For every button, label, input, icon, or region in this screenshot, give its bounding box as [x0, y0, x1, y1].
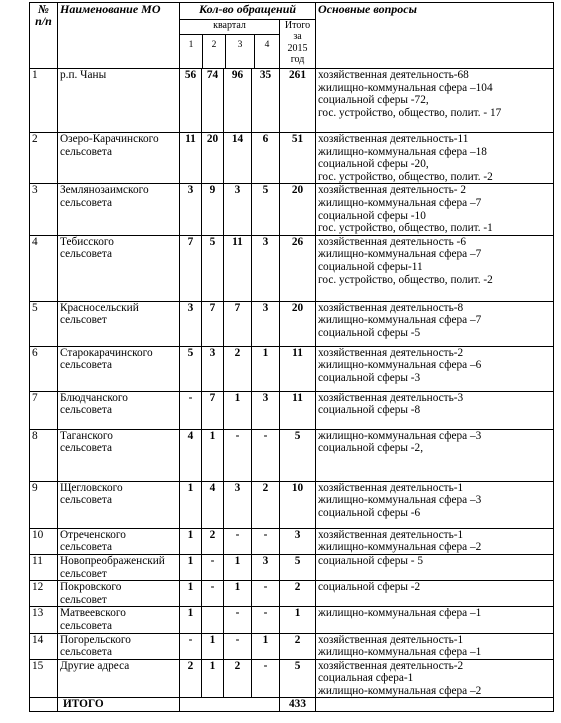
- row-quarter-3-count: 1: [224, 554, 252, 580]
- issue-line: социальной сферы -8: [318, 404, 421, 417]
- issue-line: социальная сфера-1: [318, 672, 414, 685]
- row-quarter-3-count: -: [224, 528, 252, 554]
- row-issues: [316, 633, 554, 659]
- row-quarter-1-count: 3: [180, 301, 202, 346]
- appeals-table: [29, 2, 554, 712]
- row-number: 8: [30, 429, 58, 481]
- row-municipality-name: Озеро-Карачинского сельсовета: [58, 133, 180, 184]
- issue-line: хозяйственная деятельность-3: [318, 391, 464, 404]
- issue-line: жилищно-коммунальная сфера –1: [318, 607, 482, 620]
- row-quarter-2-count: 5: [202, 235, 224, 301]
- row-total: 5: [280, 429, 316, 481]
- issue-line: жилищно-коммунальная сфера –1: [318, 646, 482, 659]
- table-row: [30, 346, 554, 391]
- table-row: [30, 301, 554, 346]
- row-total: 11: [280, 391, 316, 429]
- row-quarter-3-count: 2: [224, 346, 252, 391]
- row-quarter-2-count: 7: [202, 301, 224, 346]
- row-number: 7: [30, 391, 58, 429]
- row-quarter-4-count: 6: [252, 133, 280, 184]
- header-count: Кол-во обращений: [180, 3, 316, 20]
- row-quarter-3-count: 1: [224, 581, 252, 607]
- table-row: [30, 133, 554, 184]
- row-number: 15: [30, 659, 58, 698]
- row-number: 11: [30, 554, 58, 580]
- header-number: № п/п: [30, 3, 58, 69]
- row-quarter-2-count: -: [202, 554, 224, 580]
- row-number: 13: [30, 607, 58, 633]
- footer-total: 433: [280, 698, 316, 712]
- row-municipality-name: Новопреображенский сельсовет: [58, 554, 180, 580]
- row-quarter-3-count: 3: [224, 481, 252, 528]
- header-q4: 4: [264, 40, 270, 50]
- row-municipality-name: Другие адреса: [58, 659, 180, 698]
- row-issues: [316, 528, 554, 554]
- row-quarter-1-count: -: [180, 391, 202, 429]
- row-quarter-2-count: 1: [202, 429, 224, 481]
- table-row: [30, 528, 554, 554]
- table-row: [30, 481, 554, 528]
- row-municipality-name: Землянозаимского сельсовета: [58, 184, 180, 235]
- row-quarter-4-count: 1: [252, 633, 280, 659]
- issue-line: хозяйственная деятельность-2: [318, 659, 464, 672]
- header-issues: Основные вопросы: [316, 3, 554, 69]
- table-row: [30, 69, 554, 133]
- row-quarter-1-count: 4: [180, 429, 202, 481]
- row-issues: [316, 607, 554, 633]
- row-issues: [316, 69, 554, 133]
- row-quarter-2-count: 3: [202, 346, 224, 391]
- row-quarter-3-count: 11: [224, 235, 252, 301]
- row-quarter-2-count: 74: [202, 69, 224, 133]
- row-issues: [316, 481, 554, 528]
- issue-line: гос. устройство, общество, полит. -1: [318, 222, 493, 235]
- row-quarter-4-count: -: [252, 659, 280, 698]
- issue-line: социальной сферы -2: [318, 581, 421, 594]
- table-body: [30, 69, 554, 698]
- header-name: Наименование МО: [58, 3, 180, 69]
- row-municipality-name: Матвеевского сельсовета: [58, 607, 180, 633]
- row-quarter-1-count: 1: [180, 481, 202, 528]
- row-municipality-name: Погорельского сельсовета: [58, 633, 180, 659]
- row-quarter-3-count: -: [224, 429, 252, 481]
- issue-line: социальной сферы -72,: [318, 94, 429, 107]
- issue-line: жилищно-коммунальная сфера –104: [318, 81, 493, 94]
- header-quarter-group: [180, 20, 280, 69]
- issue-line: жилищно-коммунальная сфера –2: [318, 684, 482, 697]
- row-number: 1: [30, 69, 58, 133]
- issue-line: социальной сферы -2,: [318, 442, 424, 455]
- issue-line: социальной сферы - 5: [318, 554, 424, 567]
- row-total: 20: [280, 184, 316, 235]
- row-quarter-4-count: 3: [252, 391, 280, 429]
- row-total: 2: [280, 633, 316, 659]
- row-number: 5: [30, 301, 58, 346]
- row-quarter-2-count: 4: [202, 481, 224, 528]
- row-municipality-name: Блюдчанского сельсовета: [58, 391, 180, 429]
- row-total: 51: [280, 133, 316, 184]
- issue-line: социальной сферы -20,: [318, 158, 429, 171]
- issue-line: жилищно-коммунальная сфера –6: [318, 359, 482, 372]
- row-quarter-1-count: -: [180, 633, 202, 659]
- row-issues: [316, 554, 554, 580]
- issue-line: хозяйственная деятельность -6: [318, 235, 466, 248]
- table-row: [30, 429, 554, 481]
- row-municipality-name: Таганского сельсовета: [58, 429, 180, 481]
- footer-empty-cell: [30, 698, 58, 712]
- issue-line: хозяйственная деятельность-68: [318, 69, 469, 81]
- row-municipality-name: Красносельский сельсовет: [58, 301, 180, 346]
- table-row: [30, 554, 554, 580]
- row-quarter-4-count: 35: [252, 69, 280, 133]
- row-number: 12: [30, 581, 58, 607]
- issue-line: жилищно-коммунальная сфера –3: [318, 494, 482, 507]
- row-issues: [316, 235, 554, 301]
- row-quarter-4-count: 3: [252, 554, 280, 580]
- table-row: [30, 184, 554, 235]
- row-quarter-3-count: 14: [224, 133, 252, 184]
- row-quarter-2-count: 1: [202, 633, 224, 659]
- row-quarter-2-count: 20: [202, 133, 224, 184]
- row-total: 26: [280, 235, 316, 301]
- row-total: 5: [280, 554, 316, 580]
- row-number: 10: [30, 528, 58, 554]
- row-quarter-3-count: 96: [224, 69, 252, 133]
- issue-line: социальной сферы -3: [318, 371, 421, 384]
- row-number: 6: [30, 346, 58, 391]
- row-quarter-4-count: -: [252, 581, 280, 607]
- row-municipality-name: Отреченского сельсовета: [58, 528, 180, 554]
- issue-line: социальной сферы -6: [318, 506, 421, 519]
- row-number: 2: [30, 133, 58, 184]
- issue-line: гос. устройство, общество, полит. - 17: [318, 106, 502, 119]
- header-quarter: квартал: [180, 20, 279, 35]
- issue-line: хозяйственная деятельность-2: [318, 346, 464, 359]
- row-number: 14: [30, 633, 58, 659]
- row-quarter-4-count: -: [252, 528, 280, 554]
- row-quarter-4-count: -: [252, 429, 280, 481]
- issue-line: социальной сферы -10: [318, 209, 426, 222]
- row-quarter-2-count: 9: [202, 184, 224, 235]
- row-issues: [316, 391, 554, 429]
- header-total: Итого за 2015 год: [280, 20, 316, 69]
- row-municipality-name: Тебисского сельсовета: [58, 235, 180, 301]
- issue-line: гос. устройство, общество, полит. -2: [318, 170, 493, 183]
- row-quarter-1-count: 7: [180, 235, 202, 301]
- row-quarter-1-count: 56: [180, 69, 202, 133]
- row-quarter-1-count: 1: [180, 554, 202, 580]
- row-municipality-name: Щегловского сельсовета: [58, 481, 180, 528]
- issue-line: хозяйственная деятельность-1: [318, 528, 464, 541]
- row-quarter-2-count: 2: [202, 528, 224, 554]
- row-issues: [316, 659, 554, 698]
- issue-line: жилищно-коммунальная сфера –3: [318, 429, 482, 442]
- table-row: [30, 391, 554, 429]
- row-quarter-3-count: -: [224, 633, 252, 659]
- row-quarter-4-count: 5: [252, 184, 280, 235]
- row-issues: [316, 429, 554, 481]
- row-quarter-1-count: 1: [180, 581, 202, 607]
- issue-line: жилищно-коммунальная сфера –7: [318, 314, 482, 327]
- row-total: 1: [280, 607, 316, 633]
- row-quarter-3-count: 7: [224, 301, 252, 346]
- row-total: 3: [280, 528, 316, 554]
- issue-line: жилищно-коммунальная сфера –7: [318, 196, 482, 209]
- row-quarter-1-count: 11: [180, 133, 202, 184]
- table-row: [30, 607, 554, 633]
- row-quarter-1-count: 2: [180, 659, 202, 698]
- issue-line: хозяйственная деятельность-11: [318, 133, 469, 145]
- row-issues: [316, 581, 554, 607]
- row-issues: [316, 301, 554, 346]
- table-row: [30, 659, 554, 698]
- row-total: 20: [280, 301, 316, 346]
- footer-empty-quarters: [180, 698, 280, 712]
- row-quarter-3-count: 2: [224, 659, 252, 698]
- row-issues: [316, 184, 554, 235]
- table-row: [30, 581, 554, 607]
- row-total: 5: [280, 659, 316, 698]
- issue-line: жилищно-коммунальная сфера –18: [318, 145, 487, 158]
- row-total: 2: [280, 581, 316, 607]
- row-quarter-1-count: 1: [180, 528, 202, 554]
- header-q2: 2: [203, 35, 226, 68]
- issue-line: гос. устройство, общество, полит. -2: [318, 273, 493, 286]
- footer-label: ИТОГО: [58, 698, 180, 712]
- row-quarter-3-count: 3: [224, 184, 252, 235]
- row-quarter-4-count: 3: [252, 301, 280, 346]
- row-quarter-4-count: -: [252, 607, 280, 633]
- issue-line: жилищно-коммунальная сфера –7: [318, 248, 482, 261]
- row-municipality-name: Покровского сельсовет: [58, 581, 180, 607]
- row-issues: [316, 346, 554, 391]
- issue-line: хозяйственная деятельность-1: [318, 481, 464, 494]
- issue-line: хозяйственная деятельность- 2: [318, 184, 466, 197]
- row-quarter-2-count: 1: [202, 659, 224, 698]
- header-q1: 1: [180, 35, 203, 68]
- row-total: 11: [280, 346, 316, 391]
- row-number: 3: [30, 184, 58, 235]
- table-row: [30, 633, 554, 659]
- row-quarter-3-count: -: [224, 607, 252, 633]
- row-quarter-1-count: 3: [180, 184, 202, 235]
- row-quarter-4-count: 1: [252, 346, 280, 391]
- row-municipality-name: Старокарачинского сельсовета: [58, 346, 180, 391]
- row-total: 261: [280, 69, 316, 133]
- row-quarter-4-count: 3: [252, 235, 280, 301]
- row-number: 4: [30, 235, 58, 301]
- table-row: [30, 235, 554, 301]
- issue-line: жилищно-коммунальная сфера –2: [318, 541, 482, 554]
- row-total: 10: [280, 481, 316, 528]
- row-issues: [316, 133, 554, 184]
- issue-line: хозяйственная деятельность-1: [318, 633, 464, 646]
- row-quarter-3-count: 1: [224, 391, 252, 429]
- row-municipality-name: р.п. Чаны: [58, 69, 180, 133]
- footer-empty-issues: [316, 698, 554, 712]
- issue-line: хозяйственная деятельность-8: [318, 301, 464, 314]
- row-quarter-2-count: -: [202, 581, 224, 607]
- issue-line: социальной сферы-11: [318, 260, 423, 273]
- row-quarter-1-count: 5: [180, 346, 202, 391]
- row-quarter-1-count: 1: [180, 607, 202, 633]
- issue-line: социальной сферы -5: [318, 326, 421, 339]
- header-q3: 3: [226, 35, 255, 68]
- row-quarter-4-count: 2: [252, 481, 280, 528]
- row-quarter-2-count: 7: [202, 391, 224, 429]
- row-quarter-2-count: [202, 607, 224, 633]
- row-number: 9: [30, 481, 58, 528]
